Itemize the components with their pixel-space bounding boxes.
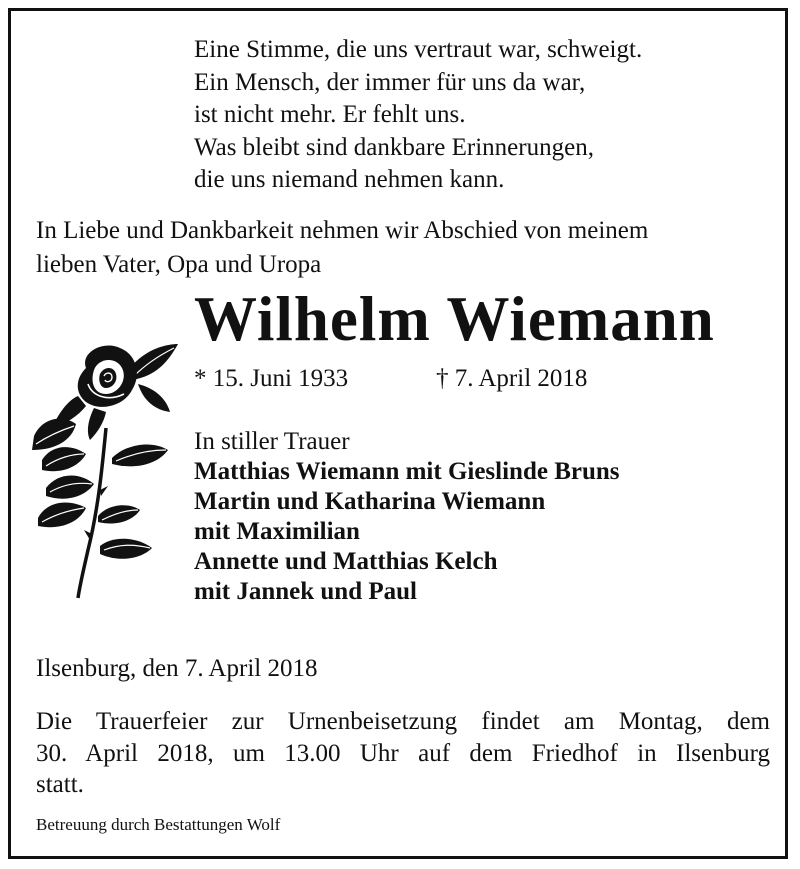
poem [194,34,642,197]
birth-date: * 15. Juni 1933 [194,365,349,392]
poem-line: Was bleibt sind dankbare Erinnerungen, [194,133,594,161]
place-date: Ilsenburg, den 7. April 2018 [36,655,318,682]
intro-line: In Liebe und Dankbarkeit nehmen wir Abschied von meinem [36,217,649,244]
poem-line: ist nicht mehr. Er fehlt uns. [194,101,466,128]
deceased-name: Wilhelm Wiemann [194,284,715,354]
funeral-home-note: Betreuung durch Bestattungen Wolf [36,815,281,834]
poem-line: Ein Mensch, der immer für uns da war, [194,68,586,96]
service-line: 30. April 2018, um 13.00 Uhr auf dem Friedhof in Ilsenburg [36,739,770,767]
poem-line: die uns niemand nehmen kann. [194,166,505,193]
intro-line: lieben Vater, Opa und Uropa [36,251,322,278]
mourner-line: Annette und Matthias Kelch [194,548,498,575]
mourner-line: mit Maximilian [194,518,360,545]
death-date: † 7. April 2018 [436,365,588,392]
rose-icon [28,340,178,600]
mourner-line: Matthias Wiemann mit Gieslinde Bruns [194,458,620,485]
mourner-line: Martin und Katharina Wiemann [194,488,546,515]
mourner-line: mit Jannek und Paul [194,578,417,605]
service-notice [36,706,770,801]
mourners-block [194,427,620,607]
service-line: Die Trauerfeier zur Urnenbeisetzung findet am Montag, dem [36,708,770,735]
intro-text [36,214,648,282]
poem-line: Eine Stimme, die uns vertraut war, schweigt. [194,36,643,63]
mourning-heading: In stiller Trauer [194,428,350,455]
service-line: statt. [36,771,84,798]
